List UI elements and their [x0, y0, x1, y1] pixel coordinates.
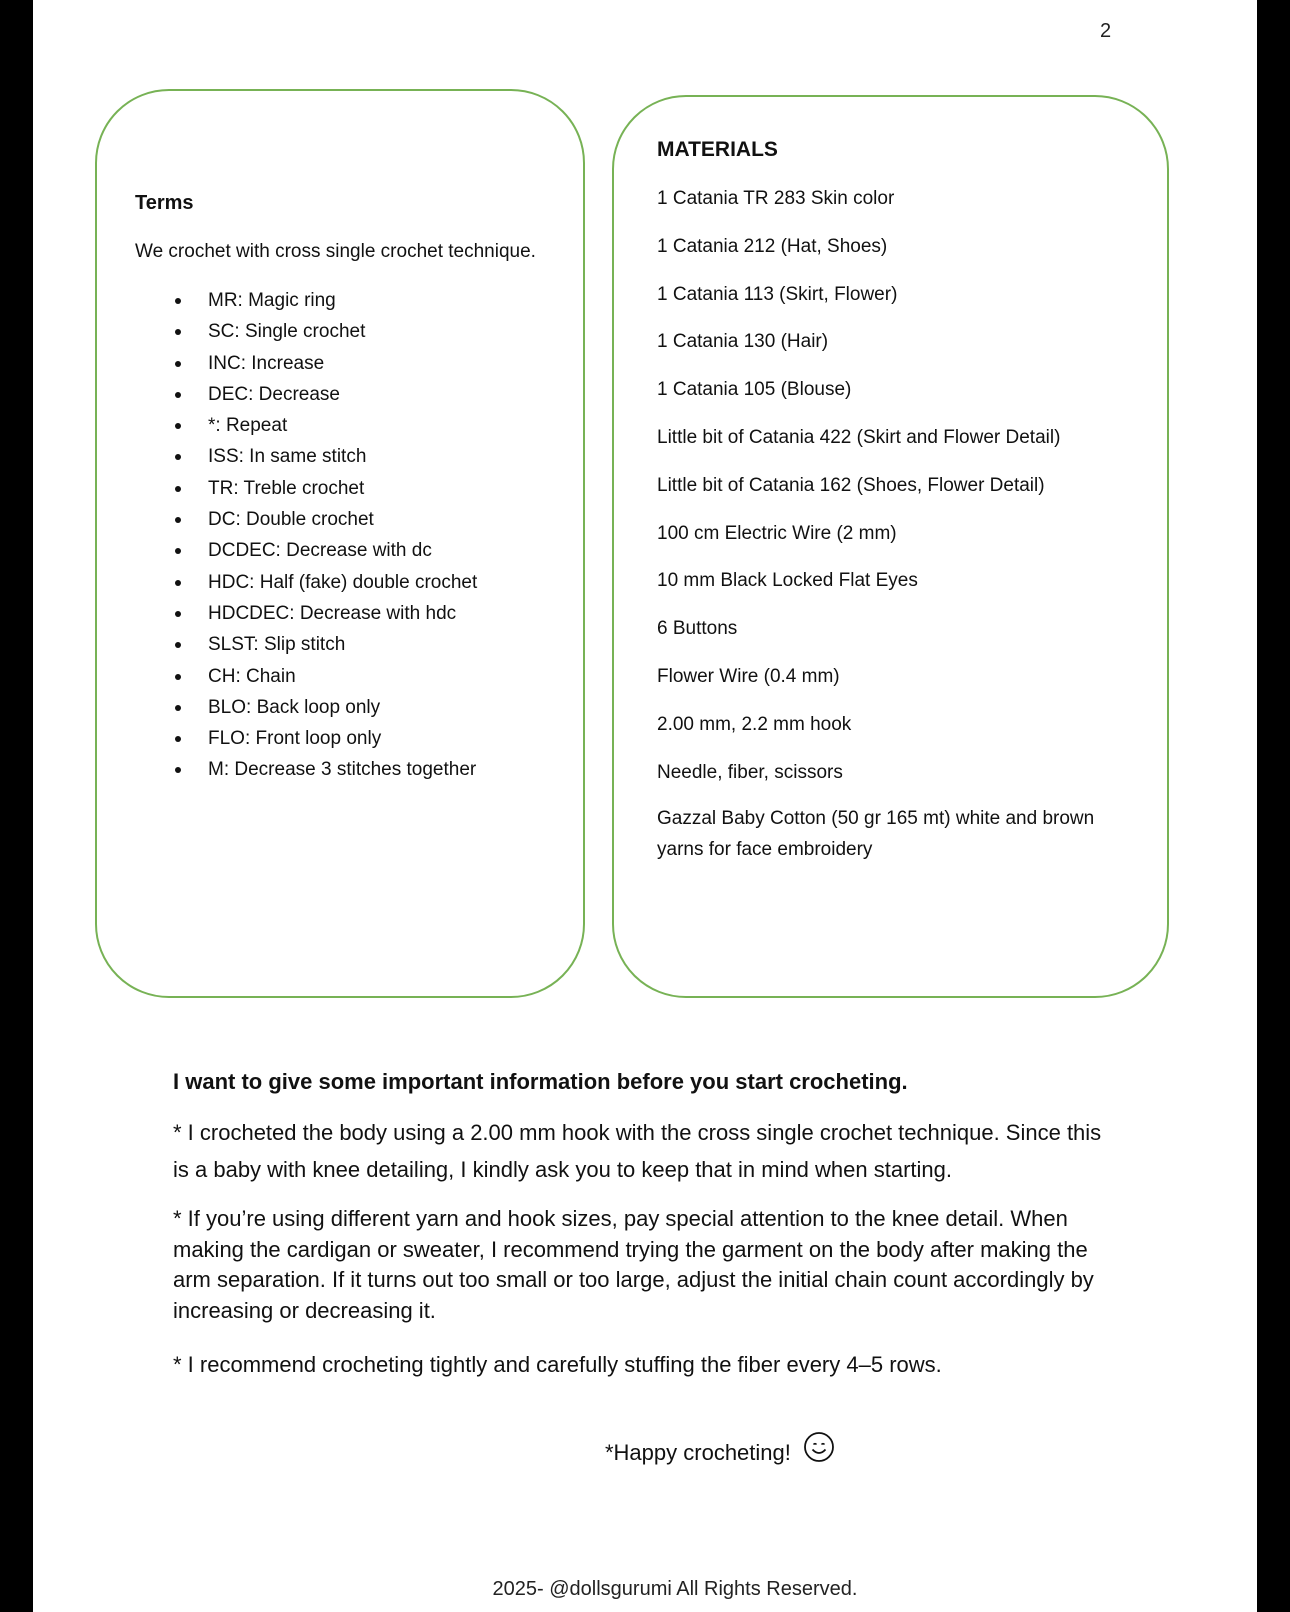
materials-list: [657, 187, 1107, 865]
material-item: Little bit of Catania 422 (Skirt and Flower Detail): [657, 426, 1061, 448]
material-item: 2.00 mm, 2.2 mm hook: [657, 713, 852, 735]
material-item: 100 cm Electric Wire (2 mm): [657, 522, 897, 544]
material-item: 1 Catania 105 (Blouse): [657, 379, 852, 401]
bullet-icon: [175, 392, 181, 398]
bullet-icon: [175, 423, 181, 429]
document-page: [33, 0, 1257, 1612]
terms-item: HDC: Half (fake) double crochet: [172, 571, 477, 602]
terms-item: DEC: Decrease: [172, 383, 477, 414]
terms-item: FLO: Front loop only: [172, 727, 477, 758]
terms-intro: We crochet with cross single crochet technique.: [135, 241, 536, 262]
closing-line: [33, 1435, 1257, 1473]
terms-item: DC: Double crochet: [172, 508, 477, 539]
terms-item: DCDEC: Decrease with dc: [172, 539, 477, 570]
footer: 2025- @dollsgurumi All Rights Reserved.: [492, 1578, 858, 1600]
terms-item: CH: Chain: [172, 665, 477, 696]
bullet-icon: [175, 329, 181, 335]
info-paragraph: * I crocheted the body using a 2.00 mm hook with the cross single crochet technique. Since this is a baby with knee detailing, I kindly ask you to keep that in mind when starting.: [173, 1120, 1102, 1182]
info-paragraph: * If you’re using different yarn and hook sizes, pay special attention to the knee detail. When making the cardigan or sweater, I recommend trying the garment on the body after making the arm separation. If it turns out too small or too large, adjust the initial chain count accordingly by increasing or decreasing it.: [173, 1206, 1094, 1323]
material-item: 6 Buttons: [657, 618, 738, 640]
bullet-icon: [175, 674, 181, 680]
terms-box: [95, 89, 585, 998]
smiley-face-icon: [803, 1431, 835, 1469]
bullet-icon: [175, 642, 181, 648]
bullet-icon: [175, 454, 181, 460]
page-number: 2: [1100, 20, 1112, 42]
material-item: 10 mm Black Locked Flat Eyes: [657, 570, 918, 592]
terms-item: M: Decrease 3 stitches together: [172, 758, 477, 789]
info-heading: I want to give some important information before you start crocheting.: [173, 1069, 908, 1094]
terms-item: SLST: Slip stitch: [172, 633, 477, 664]
bullet-icon: [175, 736, 181, 742]
material-item: 1 Catania 130 (Hair): [657, 331, 829, 353]
bullet-icon: [175, 611, 181, 617]
terms-item: HDCDEC: Decrease with hdc: [172, 602, 477, 633]
terms-item: *: Repeat: [172, 414, 477, 445]
important-info: [173, 1067, 1113, 1380]
terms-item: ISS: In same stitch: [172, 445, 477, 476]
terms-list: [172, 289, 477, 790]
bullet-icon: [175, 517, 181, 523]
material-item: Gazzal Baby Cotton (50 gr 165 mt) white and brown yarns for face embroidery: [657, 808, 1095, 861]
terms-item: MR: Magic ring: [172, 289, 477, 320]
bullet-icon: [175, 361, 181, 367]
materials-title: MATERIALS: [657, 138, 778, 161]
terms-item: BLO: Back loop only: [172, 696, 477, 727]
bullet-icon: [175, 548, 181, 554]
material-item: Flower Wire (0.4 mm): [657, 665, 840, 687]
bullet-icon: [175, 580, 181, 586]
terms-item: SC: Single crochet: [172, 320, 477, 351]
materials-box: [612, 95, 1169, 998]
material-item: 1 Catania 113 (Skirt, Flower): [657, 283, 898, 305]
terms-item: INC: Increase: [172, 352, 477, 383]
material-item: Needle, fiber, scissors: [657, 761, 843, 783]
material-item: 1 Catania TR 283 Skin color: [657, 188, 895, 209]
material-item: Little bit of Catania 162 (Shoes, Flower Detail): [657, 474, 1045, 496]
material-item: 1 Catania 212 (Hat, Shoes): [657, 235, 888, 257]
bullet-icon: [175, 705, 181, 711]
info-paragraph: * I recommend crocheting tightly and carefully stuffing the fiber every 4–5 rows.: [173, 1352, 942, 1377]
bullet-icon: [175, 486, 181, 492]
terms-title: Terms: [135, 192, 194, 214]
bullet-icon: [175, 767, 181, 773]
happy-crocheting-text: *Happy crocheting!: [604, 1439, 791, 1465]
terms-item: TR: Treble crochet: [172, 477, 477, 508]
bullet-icon: [175, 298, 181, 304]
